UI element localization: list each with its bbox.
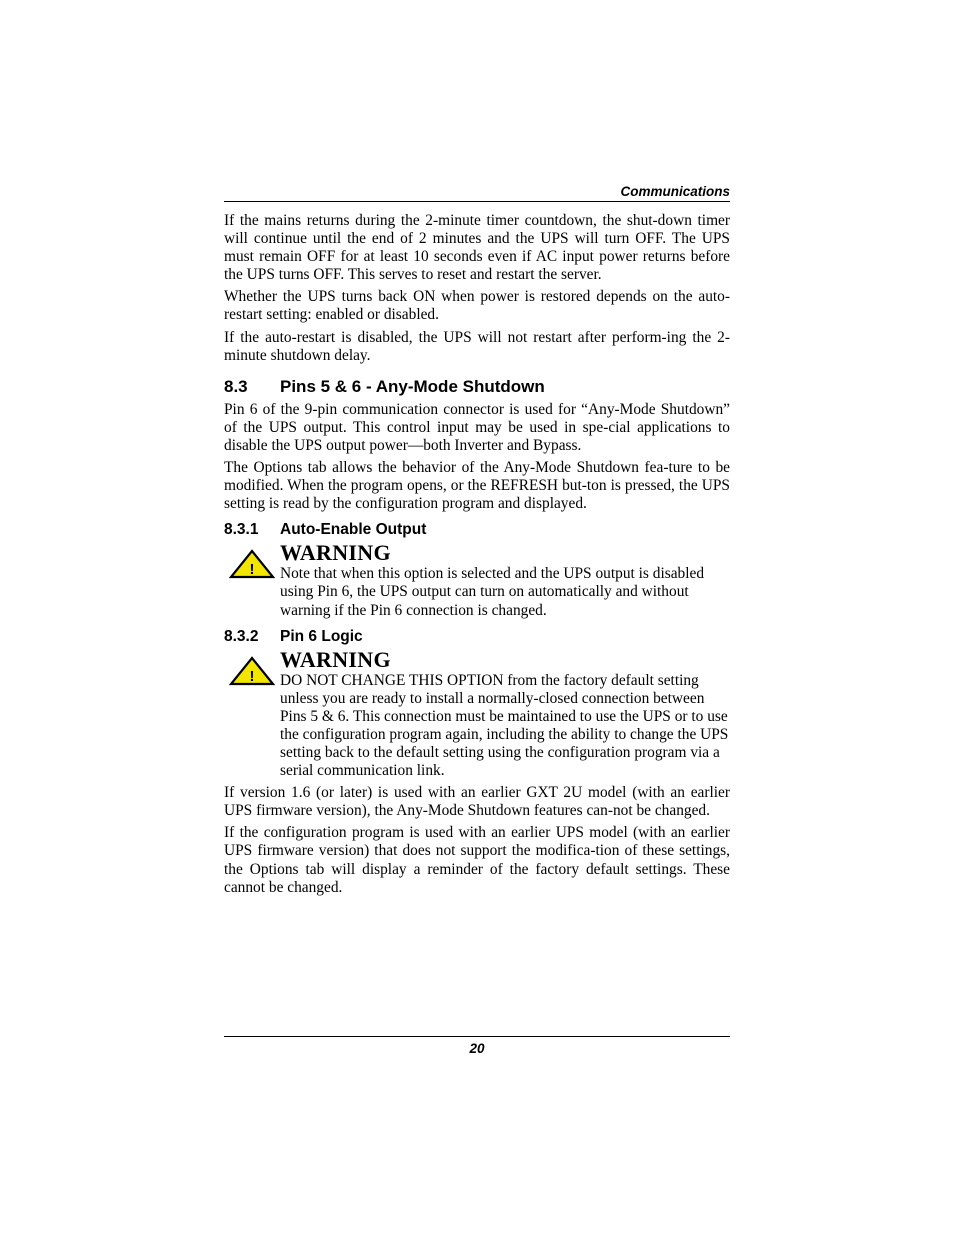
section-8-3-paragraph-2: The Options tab allows the behavior of the Any-Mode Shutdown fea-ture to be modified. When the program opens, or the REFRESH but-ton is pressed, the UPS setting is read by the configuration program and displayed. [224, 459, 730, 513]
subsection-heading-8-3-2 [224, 628, 730, 646]
section-8-3-2-paragraph-1: If version 1.6 (or later) is used with an earlier GXT 2U model (with an earlier UPS firmware version), the Any-Mode Shutdown features can-not be changed. [224, 784, 730, 820]
subsection-number: 8.3.1 [224, 521, 259, 539]
section-heading-8-3 [224, 377, 730, 397]
section-8-3-paragraph-1: Pin 6 of the 9-pin communication connector is used for “Any-Mode Shutdown” of the UPS output. This control input may be used in spe-cial applications to disable the UPS output power—both Inverter and Bypass. [224, 400, 730, 454]
section-8-3-2-paragraph-2: If the configuration program is used with an earlier UPS model (with an earlier UPS firmware version) that does not support the modifica-tion of these settings, the Options tab will display a reminder of the factory default settings. These cannot be changed. [224, 824, 730, 896]
warning-block-pin6-logic [224, 648, 730, 781]
running-header: Communications [224, 183, 730, 202]
warning-triangle-icon [229, 656, 275, 686]
warning-block-auto-enable [224, 541, 730, 619]
warning-text: DO NOT CHANGE THIS OPTION from the factory default setting unless you are ready to install a normally-closed connection between Pins 5 & 6. This connection must be maintained to use the UPS or to use the configuration program again, including the ability to change the UPS setting back to the default setting using the configuration program via a serial communication link. [280, 671, 729, 780]
page-number: 20 [224, 1036, 730, 1056]
section-number: 8.3 [224, 376, 248, 396]
subsection-title: Auto-Enable Output [280, 521, 427, 539]
intro-paragraph-3: If the auto-restart is disabled, the UPS will not restart after perform-ing the 2-minute shutdown delay. [224, 328, 730, 364]
svg-text:!: ! [249, 667, 255, 685]
subsection-title: Pin 6 Logic [280, 627, 363, 645]
intro-paragraph-2: Whether the UPS turns back ON when power is restored depends on the auto-restart setting: enabled or disabled. [224, 288, 730, 324]
subsection-heading-8-3-1 [224, 521, 730, 539]
section-title: Pins 5 & 6 - Any-Mode Shutdown [280, 376, 545, 396]
warning-title: WARNING [280, 540, 391, 566]
intro-paragraph-1: If the mains returns during the 2-minute timer countdown, the shut-down timer will continue until the end of 2 minutes and the UPS will turn OFF. The UPS must remain OFF for at least 10 seconds even if AC input power returns before the UPS turns OFF. This serves to reset and restart the server. [224, 212, 730, 284]
warning-triangle-icon [229, 549, 275, 579]
warning-title: WARNING [280, 646, 391, 672]
svg-text:!: ! [249, 561, 255, 579]
warning-text: Note that when this option is selected and the UPS output is disabled using Pin 6, the UPS output can turn on automatically and without warning if the Pin 6 connection is changed. [280, 565, 705, 619]
subsection-number: 8.3.2 [224, 627, 259, 645]
document-page [224, 183, 730, 897]
